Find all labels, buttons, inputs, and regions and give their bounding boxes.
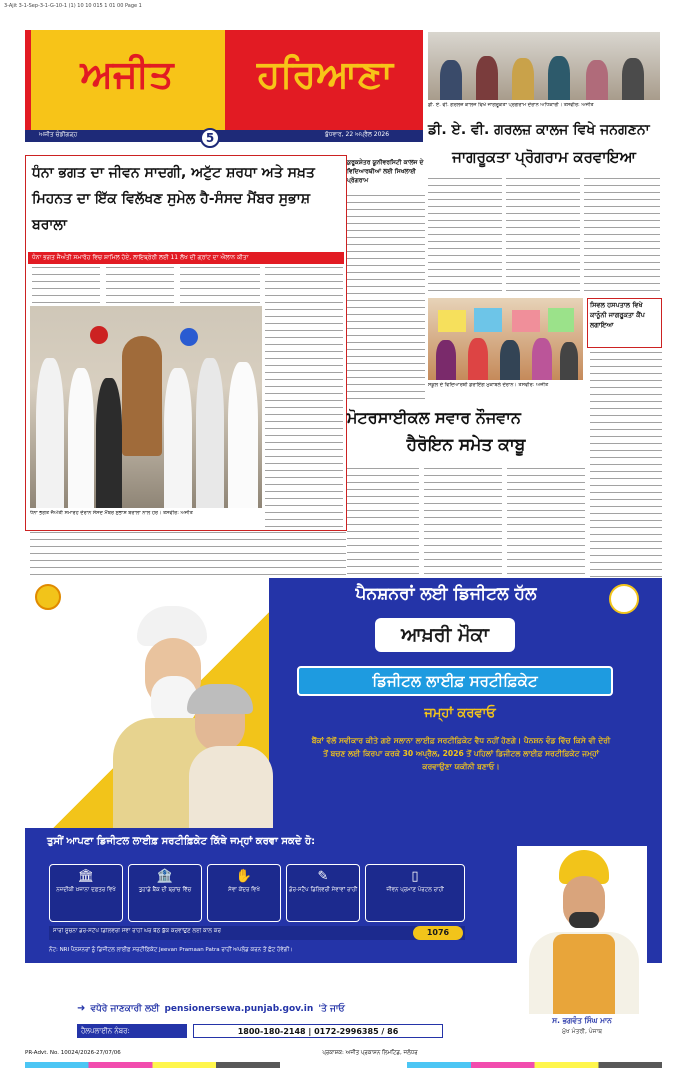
cm-title: ਮੁੱਖ ਮੰਤਰੀ, ਪੰਜਾਬ xyxy=(561,1028,603,1035)
col-story-headline: ਕੁਰੂਕਸ਼ੇਤਰ ਯੂਨੀਵਰਸਿਟੀ ਕਾਲਜ ਦੇ ਵਿਦਿਆਰਥੀਆਂ ਲਈ ਸਿਖਲਾਈ ਪ੍ਰੋਗਰਾਮ xyxy=(347,159,424,184)
helpline-label: ਹੈਲਪਲਾਈਨ ਨੰਬਰ: xyxy=(77,1024,187,1038)
dav-event-photo xyxy=(428,32,660,100)
ad-submit: ਜਮ੍ਹਾਂ ਕਰਵਾਓ xyxy=(424,706,496,721)
lead-body-col2 xyxy=(106,267,174,305)
punjab-emblem-icon xyxy=(609,584,639,614)
pensioner-couple-image xyxy=(77,606,273,836)
footer-printer: ਪ੍ਰਕਾਸ਼ਕ: ਅਜੀਤ ਪ੍ਰਕਾਸ਼ਨ ਲਿਮਟਿਡ, ਜਲੰਧਰ xyxy=(322,1050,418,1056)
lead-continued-body xyxy=(30,532,346,578)
masthead-title-right: ਹਰਿਆਣਾ xyxy=(256,52,394,96)
info-url[interactable]: pensionersewa.punjab.gov.in xyxy=(164,1004,314,1014)
color-registration-strip xyxy=(25,1062,662,1068)
ad-body: ਬੈਂਕਾਂ ਵੱਲੋਂ ਸਵੀਕਾਰ ਕੀਤੇ ਗਏ ਸਲਾਨਾ ਲਾਈਫ਼ ਸਰਟੀਫ਼ਿਕੇਟ ਵੈਧ ਨਹੀਂ ਹੋਣਗੇ। ਪੈਨਸ਼ਨ ਵੰਡ ਵਿੱਚ ਕਿਸੇ ਵੀ ਦੇਰੀ ਤੋਂ ਬਚਣ ਲਈ ਕਿਰਪਾ ਕਰਕੇ 30 ਅਪ੍ਰੈਲ, 2026 ਤੋਂ ਪਹਿਲਾਂ ਡਿਜੀਟਲ ਲਾਈਫ਼ ਸਰਟੀਫ਼ਿਕੇਟ ਜਮ੍ਹਾਂ ਕਰਵਾਉਣਾ ਯਕੀਨੀ ਬਣਾਓ। xyxy=(311,736,611,771)
dav-body-col1 xyxy=(428,178,502,296)
dav-headline-2: ਜਾਗਰੂਕਤਾ ਪ੍ਰੋਗਰਾਮ ਕਰਵਾਇਆ xyxy=(452,148,636,166)
option-card-1 xyxy=(49,864,123,922)
option-card-4 xyxy=(286,864,360,922)
pension-ad xyxy=(25,578,662,1046)
masthead-title-left: ਅਜੀਤ xyxy=(80,52,174,96)
mobile-icon: ▯ xyxy=(411,869,419,884)
doorstep-phone: 1076 xyxy=(413,926,463,940)
page-number: 5 xyxy=(200,128,220,148)
option-label: ਸੇਵਾ ਕੇਂਦਰ ਵਿਖੇ xyxy=(228,887,260,893)
lead-event-photo xyxy=(30,306,262,508)
cm-name: ਸ. ਭਗਵੰਤ ਸਿੰਘ ਮਾਨ xyxy=(552,1016,612,1025)
lead-body-col3 xyxy=(180,267,260,305)
dav-photo-caption: ਡੀ. ਏ. ਵੀ. ਗਰਲਜ਼ ਕਾਲਜ ਵਿਖੇ ਜਾਗਰੂਕਤਾ ਪ੍ਰੋਗਰਾਮ ਦੌਰਾਨ ਅਧਿਕਾਰੀ। ਤਸਵੀਰ: ਅਜੀਤ xyxy=(428,102,594,108)
crime-body-col3 xyxy=(507,468,585,578)
info-arrow-icon: ➜ xyxy=(77,1003,86,1014)
date-label: ਬੁੱਧਵਾਰ, 22 ਅਪ੍ਰੈਲ 2026 xyxy=(325,131,390,138)
seva-kendra-icon: ✋ xyxy=(235,869,253,884)
ad-where-heading: ਤੁਸੀਂ ਆਪਣਾ ਡਿਜੀਟਲ ਲਾਈਫ਼ ਸਰਟੀਫ਼ਿਕੇਟ ਕਿੱਥੇ ਜਮ੍ਹਾਂ ਕਰਵਾ ਸਕਦੇ ਹੋ: xyxy=(47,836,316,847)
dav-headline-1: ਡੀ. ਏ. ਵੀ. ਗਰਲਜ਼ ਕਾਲਜ ਵਿਖੇ ਜਨਗਣਨਾ xyxy=(428,122,650,138)
legal-body xyxy=(590,352,662,578)
legal-headline: ਸਿਵਲ ਹਸਪਤਾਲ ਵਿਖੇ ਕਾਨੂੰਨੀ ਜਾਗਰੂਕਤਾ ਕੈਂਪ ਲਗਾਇਆ xyxy=(590,301,645,329)
edition-label: ਅਜੀਤ ਚੰਡੀਗੜ੍ਹ xyxy=(39,131,78,138)
lead-photo-caption: ਧੰਨਾ ਭਗਤ ਜੈਅੰਤੀ ਸਮਾਰੋਹ ਦੌਰਾਨ ਸੰਸਦ ਮੈਂਬਰ ਸੁਭਾਸ਼ ਬਰਾਲਾ ਨਾਲ ਹੋਰ। ਤਸਵੀਰ: ਅਜੀਤ xyxy=(30,510,193,516)
crime-body-col1 xyxy=(347,468,419,578)
col-story-body xyxy=(347,195,425,405)
option-label: ਜੀਵਨ ਪ੍ਰਮਾਣ ਪੋਰਟਲ ਰਾਹੀਂ xyxy=(386,887,444,893)
dav-body-col2 xyxy=(506,178,580,296)
ad-title: ਪੈਨਸ਼ਨਰਾਂ ਲਈ ਡਿਜੀਟਲ ਹੱਲ xyxy=(355,584,537,604)
lead-body-col4 xyxy=(265,267,343,527)
lead-headline: ਧੰਨਾ ਭਗਤ ਦਾ ਜੀਵਨ ਸਾਦਗੀ, ਅਟੁੱਟ ਸ਼ਰਧਾ ਅਤੇ ਸਖ਼ਤ ਮਿਹਨਤ ਦਾ ਇੱਕ ਵਿਲੱਖਣ ਸੁਮੇਲ ਹੈ-ਸੰਸਦ ਮੈਂਬਰ ਸੁਭਾਸ਼ ਬਰਾਲਾ xyxy=(32,165,315,233)
top-strip: 3-Ajit 3-1-Sep-3-1-G-10-1 (1) 10 10 015 1 01 00 Page 1 xyxy=(4,3,142,9)
logo-badge-icon xyxy=(35,584,61,610)
option-card-2 xyxy=(128,864,202,922)
option-label: ਡੋਰ-ਸਟੈਪ ਡਿਲਿਵਰੀ ਸੇਵਾਵਾਂ ਰਾਹੀਂ xyxy=(289,887,357,893)
dav-body-col3 xyxy=(584,178,660,296)
doorstep-icon: ✎ xyxy=(317,869,329,884)
ad-banner: ਡਿਜੀਟਲ ਲਾਈਫ਼ ਸਰਟੀਫ਼ਿਕੇਟ xyxy=(297,666,613,696)
option-card-3 xyxy=(207,864,281,922)
cm-photo xyxy=(517,846,647,1014)
ad-last-chance: ਆਖ਼ਰੀ ਮੌਕਾ xyxy=(375,618,515,652)
lead-subhead: ਧੰਨਾ ਭਗਤ ਜੈਅੰਤੀ ਸਮਾਰੋਹ ਵਿਚ ਸ਼ਾਮਿਲ ਹੋਏ, ਲਾਇਬ੍ਰੇਰੀ ਲਈ 11 ਲੱਖ ਦੀ ਗ੍ਰਾਂਟ ਦਾ ਐਲਾਨ ਕੀਤਾ xyxy=(28,252,344,264)
helpline-numbers: 1800-180-2148 | 0172-2996385 / 86 xyxy=(193,1024,443,1038)
footer-adv-no: PR-Advt. No. 10024/2026-27/07/06 xyxy=(25,1050,121,1056)
treasury-icon: 🏛 xyxy=(77,869,95,884)
option-label: ਤੁਹਾਡੇ ਬੈਂਕ ਦੀ ਬ੍ਰਾਂਚ ਵਿੱਚ xyxy=(138,887,192,893)
school-photo-caption: ਸਕੂਲ ਦੇ ਵਿਦਿਆਰਥੀ ਡਰਾਇੰਗ ਮੁਕਾਬਲੇ ਦੌਰਾਨ। ਤਸਵੀਰ: ਅਜੀਤ xyxy=(428,382,549,388)
ad-note: ਨੋਟ: NRI ਪੈਨਸ਼ਨਰਾਂ ਨੂੰ ਡਿਜੀਟਲ ਲਾਈਫ਼ ਸਰਟੀਫ਼ਿਕੇਟ Jeevan Pramaan Patra ਰਾਹੀਂ ਅਪਲੋਡ ਕਰਨ ਤੋਂ ਛੋਟ ਹੋਵੇਗੀ। xyxy=(49,947,293,953)
crime-body-col2 xyxy=(424,468,502,578)
crime-headline-1: ਮੋਟਰਸਾਈਕਲ ਸਵਾਰ ਨੌਜਵਾਨ xyxy=(347,408,521,427)
info-row xyxy=(77,996,487,1014)
info-suffix: 'ਤੇ ਜਾਓ xyxy=(318,1004,345,1014)
school-drawing-photo xyxy=(428,298,583,380)
doorstep-line: ਸਾਰੀ ਸੂਚਨਾ ਡੋਰ-ਸਟੈਪ ਡਿਲਿਵਰੀ ਸੇਵਾ ਰਾਹੀਂ ਘਰ ਬੈਠੇ ਬੁੱਕ ਕਰਵਾਉਣ ਲਈ ਕਾਲ ਕਰੋ xyxy=(53,928,221,934)
crime-headline-2: ਹੈਰੋਇਨ ਸਮੇਤ ਕਾਬੂ xyxy=(406,435,526,455)
masthead xyxy=(25,30,423,137)
info-prefix: ਵਧੇਰੇ ਜਾਣਕਾਰੀ ਲਈ xyxy=(90,1004,160,1014)
option-label: ਨਜ਼ਦੀਕੀ ਖ਼ਜ਼ਾਨਾ ਦਫ਼ਤਰ ਵਿਖੇ xyxy=(56,887,116,893)
lead-body-col1 xyxy=(32,267,100,305)
option-card-5 xyxy=(365,864,465,922)
bank-icon: 🏦 xyxy=(156,869,174,884)
